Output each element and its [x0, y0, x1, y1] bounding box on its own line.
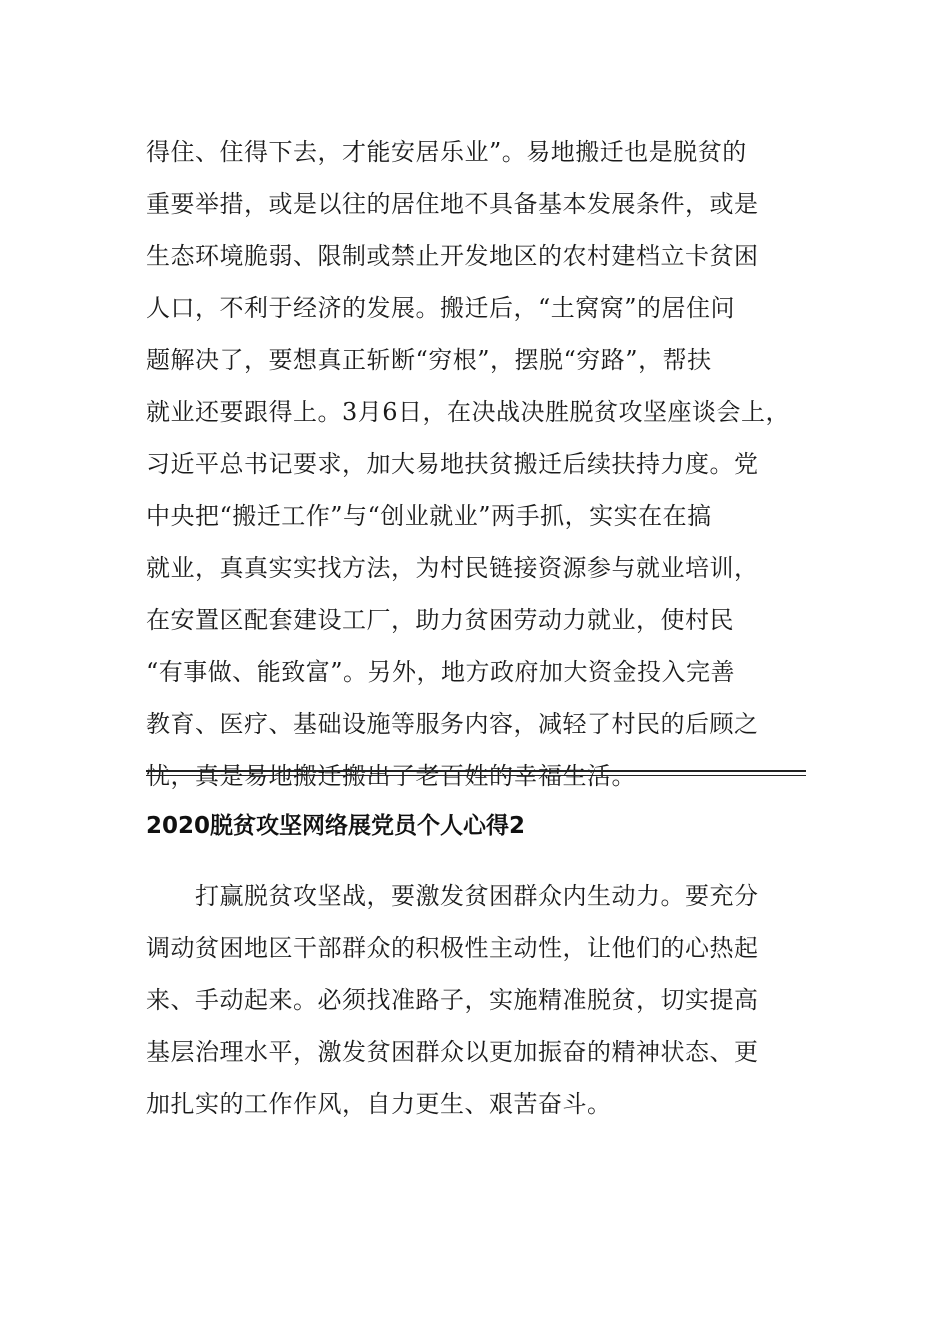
- text-line: 打赢脱贫攻坚战，要激发贫困群众内生动力。要充分: [146, 882, 759, 910]
- body-paragraph-1: [146, 126, 806, 802]
- text-line: 题解决了，要想真正斩断“穷根”，摆脱“穷路”，帮扶: [146, 346, 712, 374]
- section-heading: 2020脱贫攻坚网络展党员个人心得2: [146, 813, 526, 839]
- text-line: 中央把“搬迁工作”与“创业就业”两手抓，实实在在搞: [146, 502, 712, 530]
- text-line: 得住、住得下去，才能安居乐业”。易地搬迁也是脱贫的: [146, 138, 747, 166]
- text-line: 习近平总书记要求，加大易地扶贫搬迁后续扶持力度。党: [146, 450, 759, 478]
- section-divider-bottom: [146, 775, 806, 776]
- text-line: 来、手动起来。必须找准路子，实施精准脱贫，切实提高: [146, 986, 759, 1014]
- text-line: 基层治理水平，激发贫困群众以更加振奋的精神状态、更: [146, 1038, 759, 1066]
- section-divider-top: [146, 770, 806, 772]
- text-line: 教育、医疗、基础设施等服务内容，减轻了村民的后顾之: [146, 710, 759, 738]
- text-line: 在安置区配套建设工厂，助力贫困劳动力就业，使村民: [146, 606, 734, 634]
- text-line: 就业还要跟得上。3月6日，在决战决胜脱贫攻坚座谈会上，: [146, 398, 791, 426]
- text-line: 忧，真是易地搬迁搬出了老百姓的幸福生活。: [146, 762, 636, 790]
- text-line: 生态环境脆弱、限制或禁止开发地区的农村建档立卡贫困: [146, 242, 759, 270]
- text-line: 调动贫困地区干部群众的积极性主动性，让他们的心热起: [146, 934, 759, 962]
- body-paragraph-2: [146, 870, 806, 1130]
- text-line: 加扎实的工作作风，自力更生、艰苦奋斗。: [146, 1090, 612, 1118]
- text-line: 就业，真真实实找方法，为村民链接资源参与就业培训，: [146, 554, 759, 582]
- text-line: 人口，不利于经济的发展。搬迁后，“土窝窝”的居住问: [146, 294, 736, 322]
- text-line: “有事做、能致富”。另外，地方政府加大资金投入完善: [146, 658, 736, 686]
- text-line: 重要举措，或是以往的居住地不具备基本发展条件，或是: [146, 190, 759, 218]
